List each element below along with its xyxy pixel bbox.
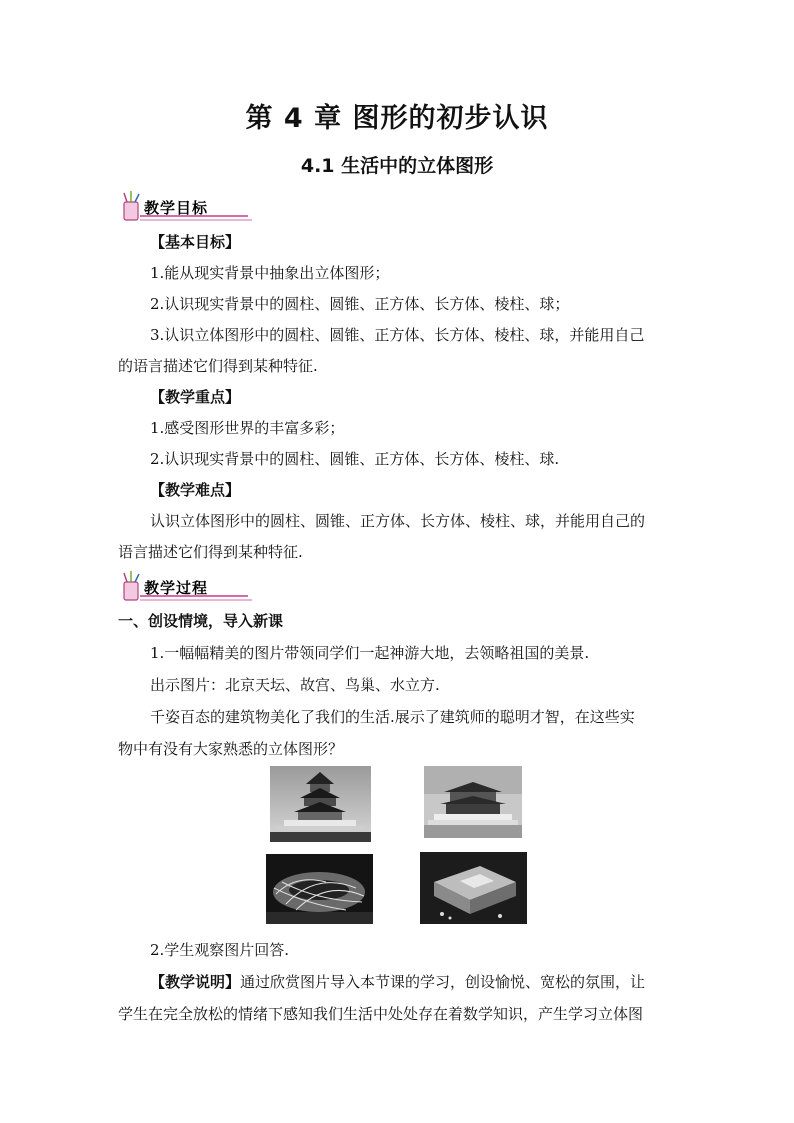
birds-nest-photo: [266, 854, 373, 924]
process-tag-label: 教学过程: [144, 579, 209, 597]
key-point-2: 2.认识现实背景中的圆柱、圆锥、正方体、长方体、棱柱、球.: [150, 450, 560, 468]
process-paragraph-3a: 千姿百态的建筑物美化了我们的生活.展示了建筑师的聪明才智，在这些实: [150, 708, 635, 726]
objectives-tag: [118, 190, 258, 224]
objectives-tag-label: 教学目标: [144, 199, 209, 217]
key-point-1: 1.感受图形世界的丰富多彩；: [150, 419, 345, 437]
basic-objectives-heading: 【基本目标】: [150, 233, 241, 251]
difficult-point-a: 认识立体图形中的圆柱、圆锥、正方体、长方体、棱柱、球，并能用自己的: [150, 512, 646, 530]
teaching-note-text-a: 通过欣赏图片导入本节课的学习，创设愉悦、宽松的氛围，让: [240, 973, 646, 991]
teaching-note-line-b: 学生在完全放松的情绪下感知我们生活中处处存在着数学知识，产生学习立体图: [118, 1005, 644, 1023]
water-cube-photo: [420, 852, 527, 924]
process-paragraph-3b: 物中有没有大家熟悉的立体图形？: [118, 740, 344, 758]
process-paragraph-1: 1.一幅幅精美的图片带领同学们一起神游大地，去领略祖国的美景.: [150, 644, 590, 662]
difficult-points-heading: 【教学难点】: [150, 481, 241, 499]
key-points-heading: 【教学重点】: [150, 388, 241, 406]
process-tag: [118, 570, 258, 604]
teaching-note-line-a: [150, 972, 678, 992]
basic-objective-3b: 的语言描述它们得到某种特征.: [118, 357, 318, 375]
basic-objective-2: 2.认识现实背景中的圆柱、圆锥、正方体、长方体、棱柱、球；: [150, 295, 570, 313]
chapter-title: 第 4 章 图形的初步认识: [245, 103, 549, 134]
section-title: 4.1 生活中的立体图形: [300, 155, 494, 177]
process-paragraph-4: 2.学生观察图片回答.: [150, 941, 290, 959]
forbidden-city-photo: [424, 766, 522, 838]
teaching-note-label: 【教学说明】: [150, 973, 241, 991]
process-paragraph-2: 出示图片：北京天坛、故宫、鸟巢、水立方.: [150, 676, 440, 694]
step1-heading: 一、创设情境，导入新课: [118, 612, 284, 630]
basic-objective-1: 1.能从现实背景中抽象出立体图形；: [150, 264, 390, 282]
basic-objective-3a: 3.认识立体图形中的圆柱、圆锥、正方体、长方体、棱柱、球，并能用自己: [150, 326, 645, 344]
temple-of-heaven-photo: [270, 766, 371, 842]
difficult-point-b: 语言描述它们得到某种特征.: [118, 543, 303, 561]
